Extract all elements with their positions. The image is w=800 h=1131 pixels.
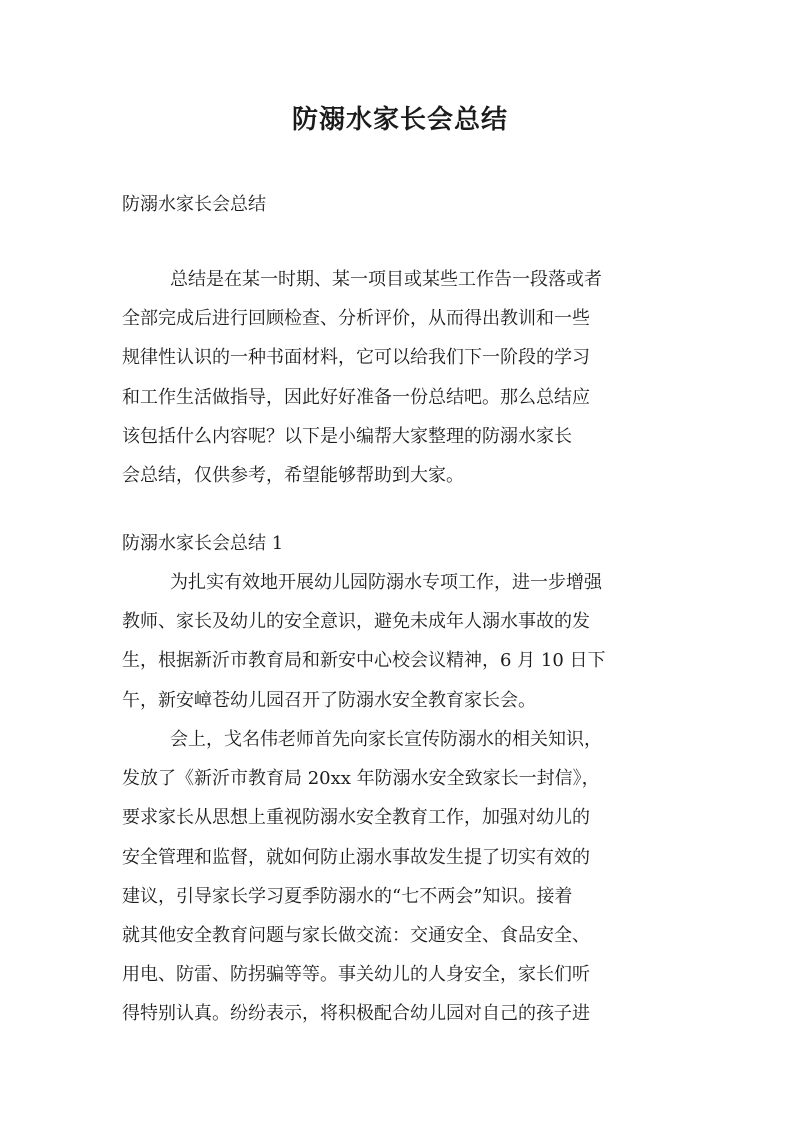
text-line: 全部完成后进行回顾检查、分析评价，从而得出教训和一些 [122,308,590,330]
text-line: 教师、家长及幼儿的安全意识，避免未成年人溺水事故的发 [122,611,590,633]
section-heading: 防溺水家长会总结 1 [122,533,284,554]
text-line: 就其他安全教育问题与家长做交流：交通安全、食品安全、 [122,925,590,947]
text-line: 得特别认真。纷纷表示，将积极配合幼儿园对自己的孩子进 [122,1003,590,1025]
text-line: 会总结，仅供参考，希望能够帮助到大家。 [122,465,464,487]
text-line: 会上，戈名伟老师首先向家长宣传防溺水的相关知识， [170,729,602,750]
text-line: 要求家长从思想上重视防溺水安全教育工作，加强对幼儿的 [122,807,590,829]
text-line: 生，根据新沂市教育局和新安中心校会议精神，6 月 10 日下 [122,650,606,672]
text-line: 安全管理和监督，就如何防止溺水事故发生提了切实有效的 [122,846,590,868]
text-line: 和工作生活做指导，因此好好准备一份总结吧。那么总结应 [122,386,590,408]
text-line: 为扎实有效地开展幼儿园防溺水专项工作，进一步增强 [170,572,602,593]
section-paragraph-2 [122,720,682,1034]
text-line: 总结是在某一时期、某一项目或某些工作告一段落或者 [170,269,602,290]
text-line: 午，新安嶂苍幼儿园召开了防溺水安全教育家长会。 [122,689,536,711]
text-line: 发放了《新沂市教育局 20xx 年防溺水安全致家长一封信》， [122,768,600,790]
section-paragraph-1 [122,563,682,720]
document-subtitle: 防溺水家长会总结 [122,194,266,215]
text-line: 建议，引导家长学习夏季防溺水的“七不两会”知识。接着 [122,885,573,907]
intro-paragraph [122,260,682,495]
text-line: 规律性认识的一种书面材料，它可以给我们下一阶段的学习 [122,347,590,369]
document-title: 防溺水家长会总结 [291,105,508,135]
text-line: 该包括什么内容呢？以下是小编帮大家整理的防溺水家长 [122,425,572,447]
text-line: 用电、防雷、防拐骗等等。事关幼儿的人身安全，家长们听 [122,964,590,986]
